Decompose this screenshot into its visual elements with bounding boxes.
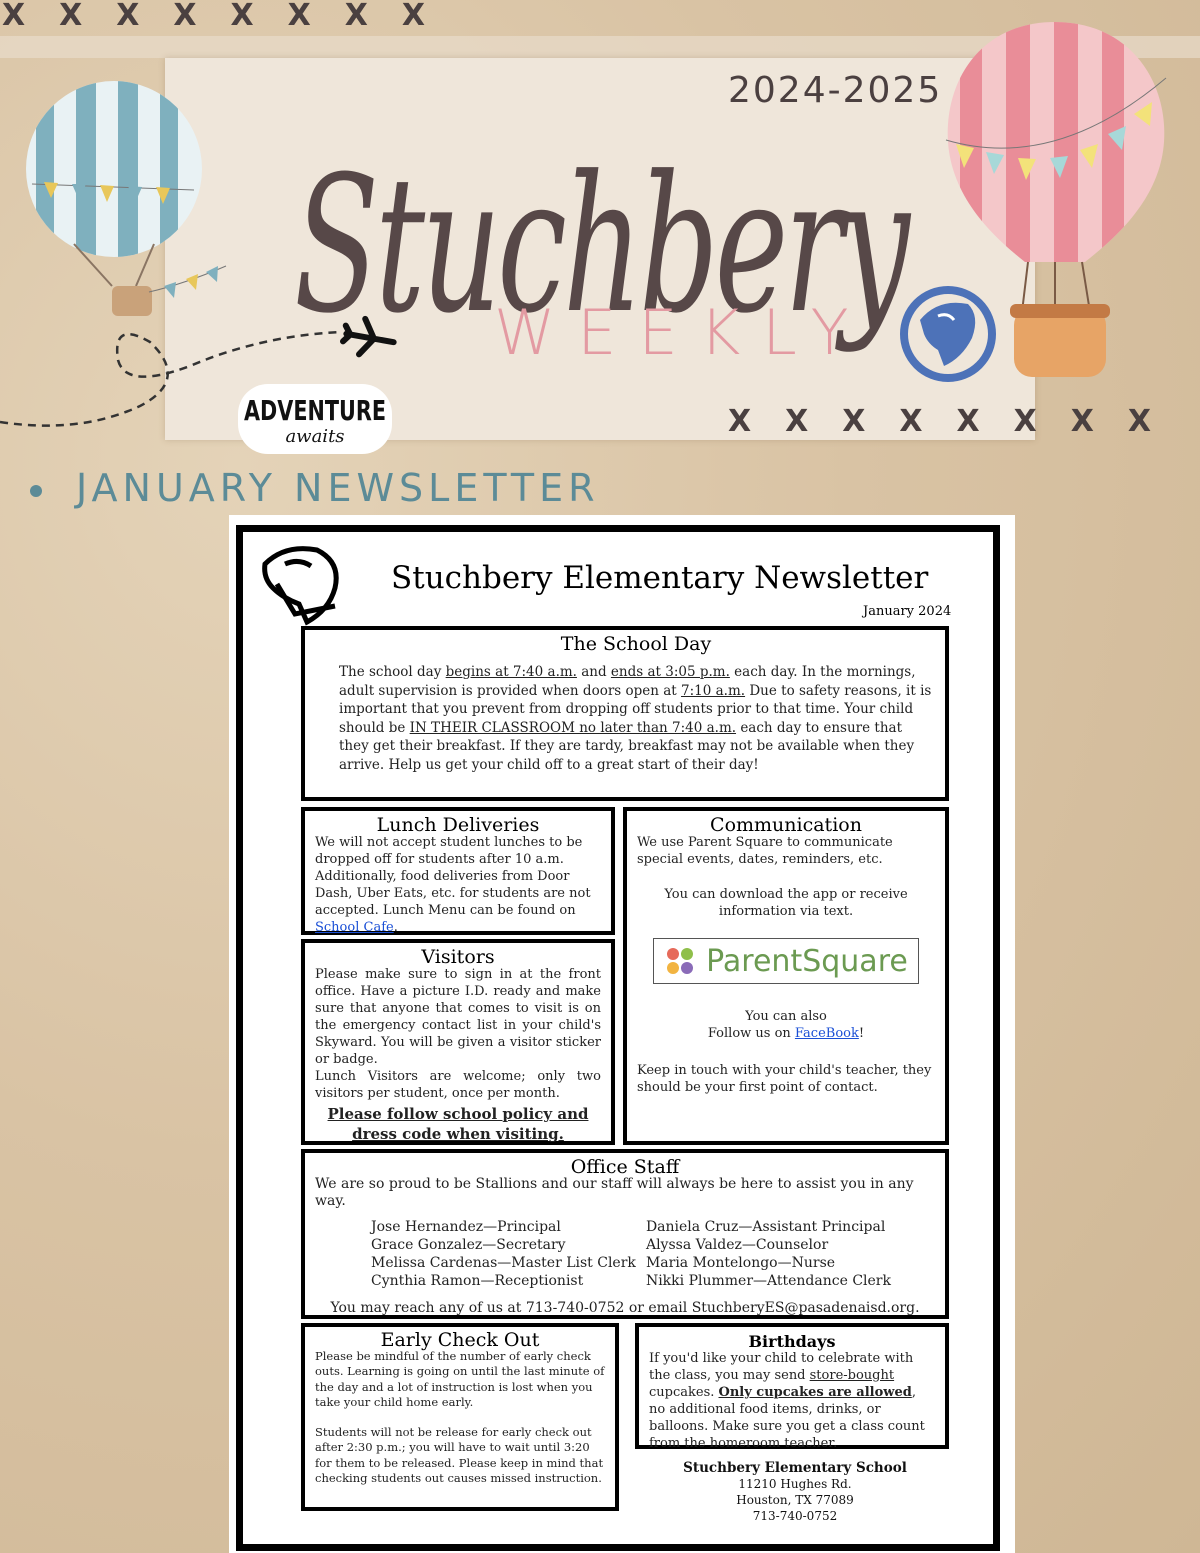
lunch-text: We will not accept student lunches to be dropped off for students after 10 a.m. Additionally, food deliveries from Door Dash, Uber Eats, etc. for students are not accepted. Lunch Menu can be found on School Cafe.	[315, 835, 591, 935]
early-checkout-text-1: Please be mindful of the number of early check outs. Learning is going on until the last minute of the day and a lot of instruction is lost when you take your child home early.	[315, 1348, 605, 1409]
birthdays-heading: Birthdays	[748, 1332, 836, 1351]
newsletter-date: January 2024	[863, 604, 952, 619]
communication-text-1: We use Parent Square to communicate special events, dates, reminders, etc.	[637, 835, 893, 867]
awaits-text: awaits	[285, 426, 345, 447]
staff-member: Daniela Cruz—Assistant Principal	[645, 1219, 886, 1235]
bullet-icon	[30, 485, 42, 497]
parentsquare-icon	[664, 945, 696, 977]
school-phone: 713-740-0752	[752, 1509, 838, 1523]
staff-member: Alyssa Valdez—Counselor	[645, 1237, 829, 1253]
early-checkout-box	[301, 1323, 619, 1511]
visitors-heading: Visitors	[421, 946, 495, 968]
birthdays-box	[635, 1323, 949, 1449]
visitors-lunch-text: Lunch Visitors are welcome; only two visitors per student, once per month.	[315, 1069, 601, 1101]
visitors-policy: Please follow school policy and dress code when visiting.	[327, 1105, 589, 1143]
school-day-text: The school day begins at 7:40 a.m. and ends at 3:05 p.m. each day. In the mornings, adult supervision is provided when doors open at 7:10 a.m. Due to safety reasons, it is important that you prevent from dropping off students prior to that time. Your child should be IN THEIR CLASSROOM no later than 7:40 a.m. each day to ensure that they get their breakfast. If they are tardy, breakfast may not be available when they arrive. Help us get your child off to a great start of their day!	[339, 664, 932, 773]
school-cafe-link[interactable]: School Cafe	[315, 920, 394, 935]
newsletter-title: Stuchbery Elementary Newsletter	[391, 560, 929, 596]
adventure-sticker	[236, 380, 394, 458]
communication-text-4: Keep in touch with your child's teacher, they should be your first point of contact.	[637, 1063, 932, 1095]
school-year: 2024-2025	[728, 70, 943, 111]
newsletter-frame	[236, 525, 1000, 1551]
lunch-heading: Lunch Deliveries	[376, 814, 540, 836]
school-street: 11210 Hughes Rd.	[738, 1477, 852, 1491]
office-staff-intro: We are so proud to be Stallions and our staff will always be here to assist you in any way.	[315, 1176, 914, 1209]
school-address	[675, 1460, 915, 1524]
communication-text-3: You can also Follow us on FaceBook!	[707, 1009, 865, 1041]
newsletter-document	[229, 515, 1015, 1553]
stallion-logo-icon	[898, 286, 998, 382]
visitors-text: Please make sure to sign in at the front office. Have a picture I.D. ready and make sure that anyone that comes to visit is on the emergency contact list in your child's Skyward. You will be given a visitor sticker or badge.	[315, 967, 601, 1067]
title-weekly: WEEKLY	[494, 296, 871, 369]
staff-right-column	[646, 1218, 891, 1290]
blue-balloon-icon	[14, 74, 234, 324]
communication-heading: Communication	[710, 814, 862, 836]
staff-member: Nikki Plummer—Attendance Clerk	[645, 1273, 891, 1289]
section-label-text: JANUARY NEWSLETTER	[76, 466, 600, 510]
communication-box	[623, 807, 949, 1145]
stallion-head-icon	[255, 544, 349, 628]
staff-member: Maria Montelongo—Nurse	[645, 1255, 836, 1271]
staff-member: Melissa Cardenas—Master List Clerk	[371, 1255, 636, 1271]
parentsquare-logo[interactable]	[653, 938, 919, 984]
visitors-box	[301, 939, 615, 1145]
communication-text-2: You can download the app or receive information via text.	[664, 887, 908, 919]
facebook-link[interactable]: FaceBook	[794, 1026, 859, 1041]
lunch-box	[301, 807, 615, 935]
parentsquare-text: ParentSquare	[706, 943, 908, 979]
office-staff-box	[301, 1149, 949, 1319]
birthdays-text: If you'd like your child to celebrate with the class, you may send store-bought cupcakes. Only cupcakes are allowed, no additional food items, drinks, or balloons. Make sure you get a class count from the homeroom teacher.	[649, 1351, 925, 1451]
section-label	[30, 466, 600, 510]
x-marks-bottom: XXXXXXXX	[728, 404, 1186, 439]
adventure-text: ADVENTURE	[244, 394, 386, 427]
x-marks-top: XXXXXXXX	[2, 0, 460, 33]
office-staff-heading: Office Staff	[570, 1156, 680, 1178]
title-script-text: Stuchbery	[294, 136, 912, 355]
school-day-heading: The School Day	[560, 633, 712, 655]
staff-left-column	[371, 1218, 636, 1290]
school-name: Stuchbery Elementary School	[683, 1460, 907, 1476]
staff-member: Cynthia Ramon—Receptionist	[371, 1273, 584, 1289]
early-checkout-text-2: Students will not be release for early check out after 2:30 p.m.; you will have to wait until 3:20 for them to be released. Please keep in mind that checking students out causes missed instruction.	[315, 1424, 604, 1485]
office-contact: You may reach any of us at 713-740-0752 or email StuchberyES@pasadenaisd.org.	[330, 1300, 920, 1316]
staff-member: Jose Hernandez—Principal	[371, 1219, 561, 1235]
staff-member: Grace Gonzalez—Secretary	[371, 1237, 566, 1253]
staff-list	[315, 1218, 935, 1290]
school-city: Houston, TX 77089	[736, 1493, 854, 1507]
early-checkout-heading: Early Check Out	[380, 1329, 540, 1351]
school-day-box	[301, 626, 949, 801]
